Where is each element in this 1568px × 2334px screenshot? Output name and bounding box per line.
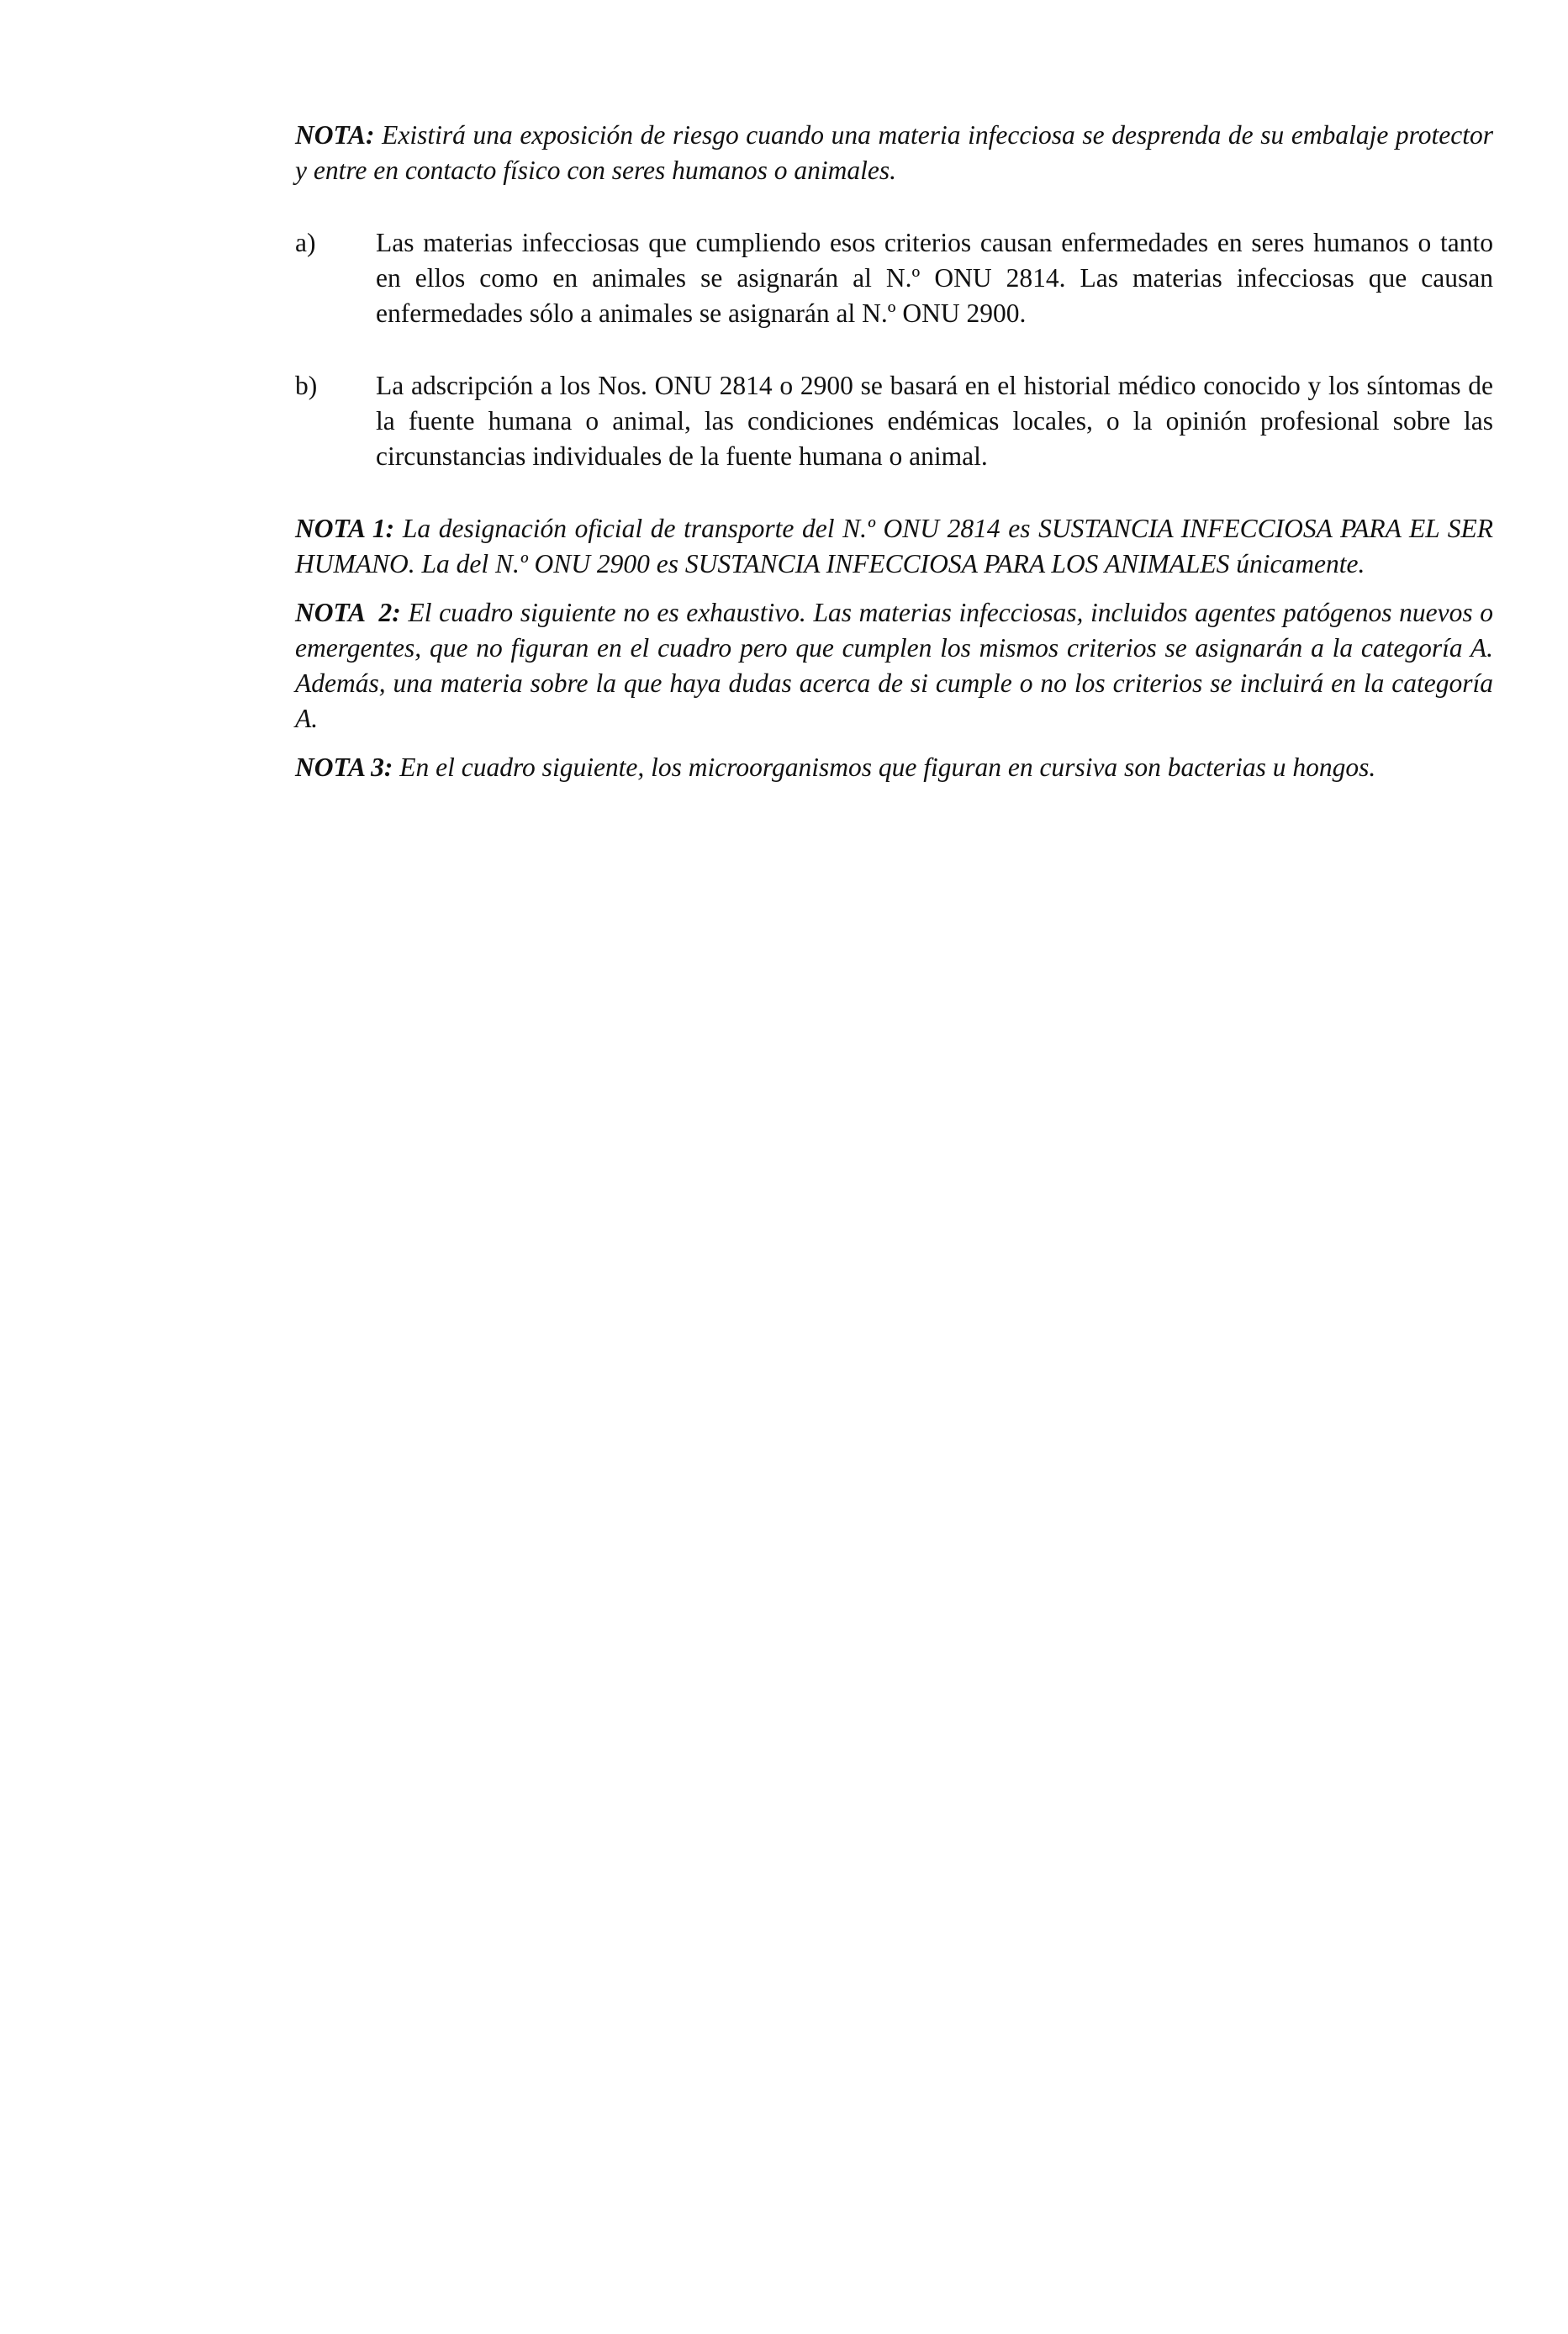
list-item-b [295,368,1493,474]
document-body [295,118,1493,785]
note-text: El cuadro siguiente no es exhaustivo. Las materias infecciosas, incluidos agentes patógenos nuevos o emergentes, que no figuran en el cuadro pero que cumplen los mismos criterios se asignarán a la categoría A. Además, una materia sobre la que haya dudas acerca de si cumple o no los criterios se incluirá en la categoría A. [295,598,1494,733]
list-item-text: La adscripción a los Nos. ONU 2814 o 2900 se basará en el historial médico conocido y los síntomas de la fuente humana o animal, las condiciones endémicas locales, o la opinión profesional sobre las circunstancias individuales de la fuente humana o animal. [376,371,1493,471]
list-marker: b) [295,371,318,400]
list-item-text: Las materias infecciosas que cumpliendo esos criterios causan enfermedades en seres humanos o tanto en ellos como en animales se asignarán al N.º ONU 2814. Las materias infecciosas que causan enfermedades sólo a animales se asignarán al N.º ONU 2900. [376,228,1493,328]
note-label: NOTA 3: [295,752,393,782]
note-2 [295,595,1493,737]
note-label: NOTA: [295,120,375,150]
list-item-a [295,225,1493,331]
note-text: En el cuadro siguiente, los microorganismos que figuran en cursiva son bacterias u hongos. [399,752,1376,782]
note-text: La designación oficial de transporte del N.º ONU 2814 es SUSTANCIA INFECCIOSA PARA EL SER HUMANO. La del N.º ONU 2900 es SUSTANCIA INFECCIOSA PARA LOS ANIMALES únicamente. [295,514,1494,578]
note-label: NOTA 1: [295,514,395,543]
note-label: NOTA 2: [295,598,401,627]
note-3 [295,750,1493,785]
note-text: Existirá una exposición de riesgo cuando una materia infecciosa se desprenda de su embalaje protector y entre en contacto físico con seres humanos o animales. [295,120,1493,185]
note-1 [295,511,1493,582]
note-risk-exposure [295,118,1493,188]
list-marker: a) [295,228,316,257]
